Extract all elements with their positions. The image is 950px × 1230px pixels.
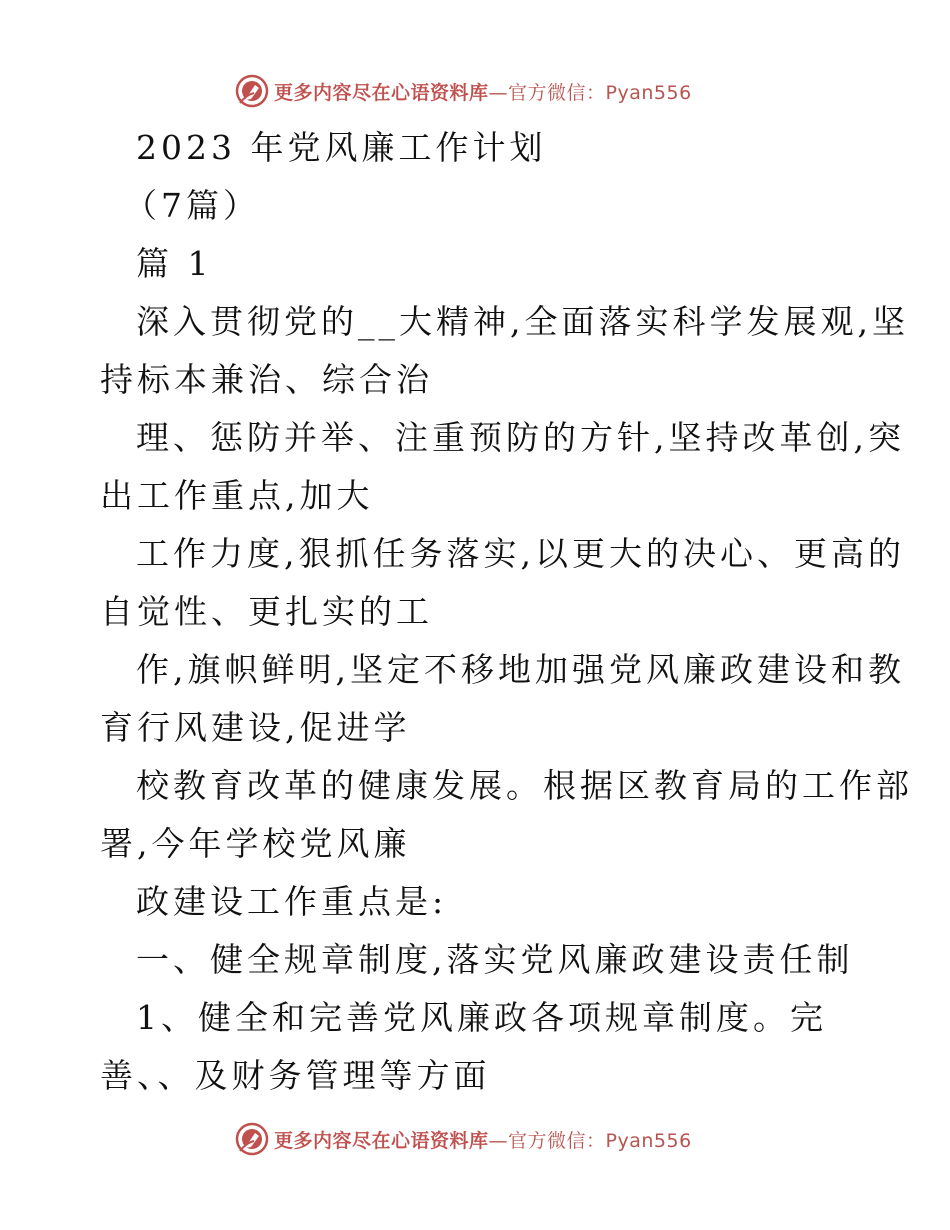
document-title: 2023 年党风廉工作计划 [136, 128, 547, 167]
watermark-text [274, 1126, 692, 1153]
paragraph-line: 善、、及财务管理等方面 [100, 1056, 491, 1095]
list-item: 1、健全和完善党风廉政各项规章制度。完 [136, 998, 827, 1037]
section-subheading: 一、健全规章制度,落实党风廉政建设责任制 [136, 940, 854, 979]
paragraph-line: 校教育改革的健康发展。根据区教育局的工作部 [136, 766, 913, 805]
paragraph-line: 育行风建设,促进学 [100, 708, 411, 747]
paragraph-line: 自觉性、更扎实的工 [100, 592, 433, 631]
section-heading: 篇 1 [136, 244, 213, 283]
pen-nib-logo-icon [234, 1121, 270, 1157]
watermark-brand: 更多内容尽在心语资料库 [274, 81, 489, 104]
watermark-footer [234, 1119, 692, 1159]
paragraph-line: 工作力度,狠抓任务落实,以更大的决心、更高的 [136, 534, 905, 573]
watermark-text [274, 78, 692, 105]
paragraph-line: 深入贯彻党的__大精神,全面落实科学发展观,坚 [136, 302, 909, 341]
watermark-brand: 更多内容尽在心语资料库 [274, 1129, 489, 1152]
paragraph-line: 政建设工作重点是: [136, 882, 448, 921]
paragraph-line: 署,今年学校党风廉 [100, 824, 411, 863]
paragraph-line: 持标本兼治、综合治 [100, 360, 433, 399]
watermark-header [234, 71, 692, 111]
watermark-contact: —官方微信：Pyan556 [488, 1129, 692, 1152]
paragraph-line: 作,旗帜鲜明,坚定不移地加强党风廉政建设和教 [136, 650, 905, 689]
document-subtitle: （7篇） [124, 186, 260, 225]
pen-nib-logo-icon [234, 73, 270, 109]
watermark-contact: —官方微信：Pyan556 [488, 81, 692, 104]
paragraph-line: 出工作重点,加大 [100, 476, 374, 515]
paragraph-line: 理、惩防并举、注重预防的方针,坚持改革创,突 [136, 418, 905, 457]
